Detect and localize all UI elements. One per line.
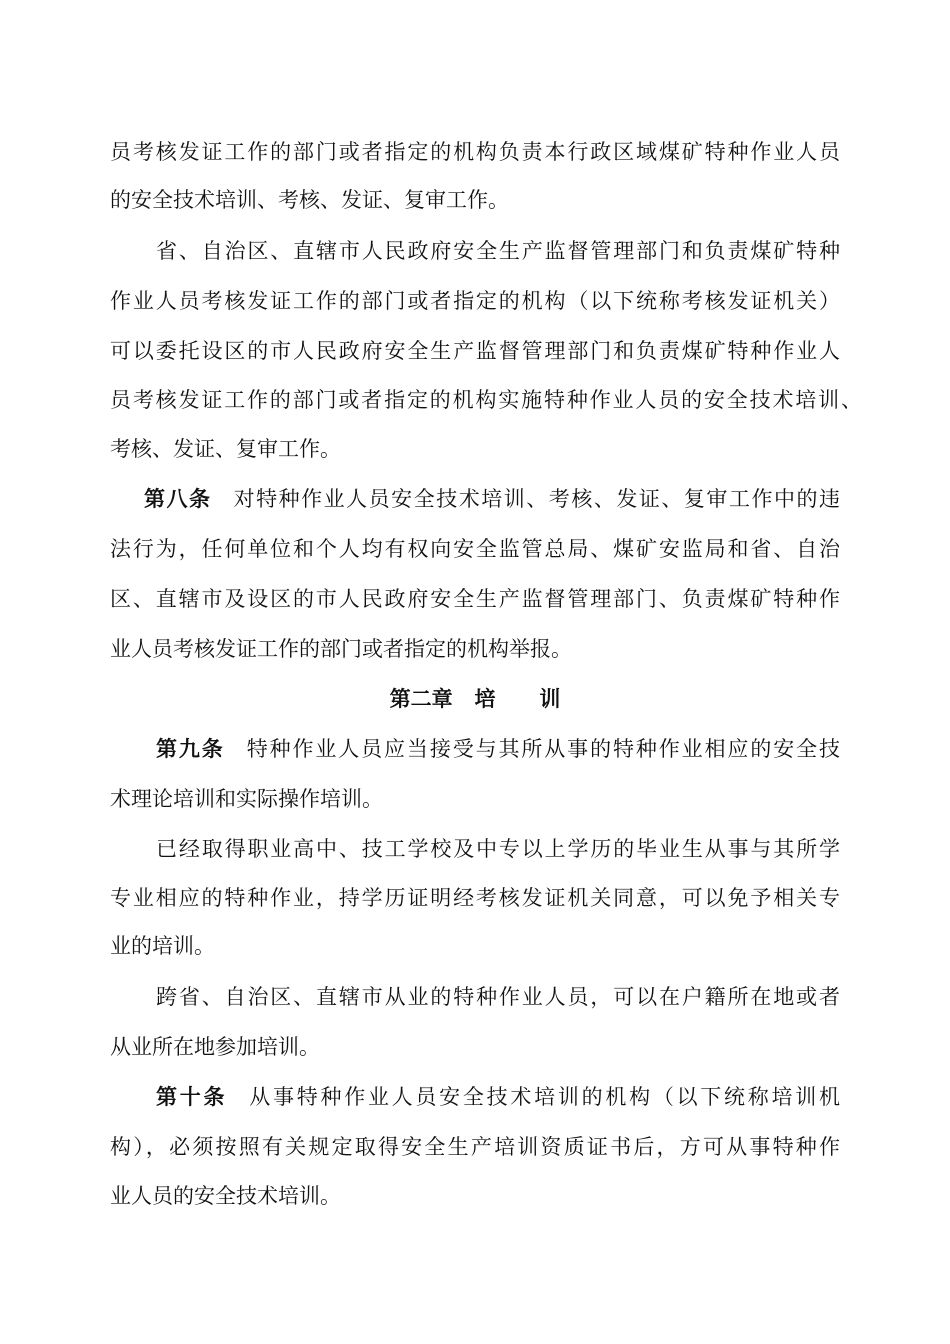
text-line: 从业所在地参加培训。 <box>110 1035 320 1059</box>
article-8-line <box>144 484 840 514</box>
text-line: 法行为，任何单位和个人均有权向安全监管总局、煤矿安监局和省、自治 <box>110 537 840 561</box>
text-line: 构），必须按照有关规定取得安全生产培训资质证书后，方可从事特种作 <box>110 1135 840 1159</box>
article-9-label: 第九条 <box>156 737 225 761</box>
text-line: 业人员的安全技术培训。 <box>110 1184 341 1208</box>
article-10-text: 从事特种作业人员安全技术培训的机构（以下统称培训机 <box>249 1085 840 1109</box>
article-9-text: 特种作业人员应当接受与其所从事的特种作业相应的安全技 <box>246 737 840 761</box>
article-8-text: 对特种作业人员安全技术培训、考核、发证、复审工作中的违 <box>233 487 840 511</box>
text-line: 已经取得职业高中、技工学校及中专以上学历的毕业生从事与其所学 <box>156 837 840 861</box>
text-line: 员考核发证工作的部门或者指定的机构负责本行政区域煤矿特种作业人员 <box>110 140 840 164</box>
text-line: 员考核发证工作的部门或者指定的机构实施特种作业人员的安全技术培训、 <box>110 388 862 412</box>
text-line: 省、自治区、直辖市人民政府安全生产监督管理部门和负责煤矿特种 <box>156 239 840 263</box>
text-line: 业的培训。 <box>110 934 215 958</box>
text-line: 作业人员考核发证工作的部门或者指定的机构（以下统称考核发证机关） <box>110 289 840 313</box>
article-10-label: 第十条 <box>156 1085 228 1109</box>
text-line: 可以委托设区的市人民政府安全生产监督管理部门和负责煤矿特种作业人 <box>110 339 840 363</box>
text-line: 的安全技术培训、考核、发证、复审工作。 <box>110 188 509 212</box>
text-line: 专业相应的特种作业，持学历证明经考核发证机关同意，可以免予相关专 <box>110 886 840 910</box>
article-8-label: 第八条 <box>144 487 212 511</box>
article-9-line <box>156 734 840 764</box>
text-line: 术理论培训和实际操作培训。 <box>110 787 383 811</box>
text-line: 区、直辖市及设区的市人民政府安全生产监督管理部门、负责煤矿特种作 <box>110 587 840 611</box>
text-line: 业人员考核发证工作的部门或者指定的机构举报。 <box>110 637 572 661</box>
article-10-line <box>156 1082 840 1112</box>
text-line: 跨省、自治区、直辖市从业的特种作业人员，可以在户籍所在地或者 <box>156 985 840 1009</box>
chapter-heading: 第二章 培 训 <box>389 687 561 711</box>
text-line: 考核、发证、复审工作。 <box>110 437 341 461</box>
